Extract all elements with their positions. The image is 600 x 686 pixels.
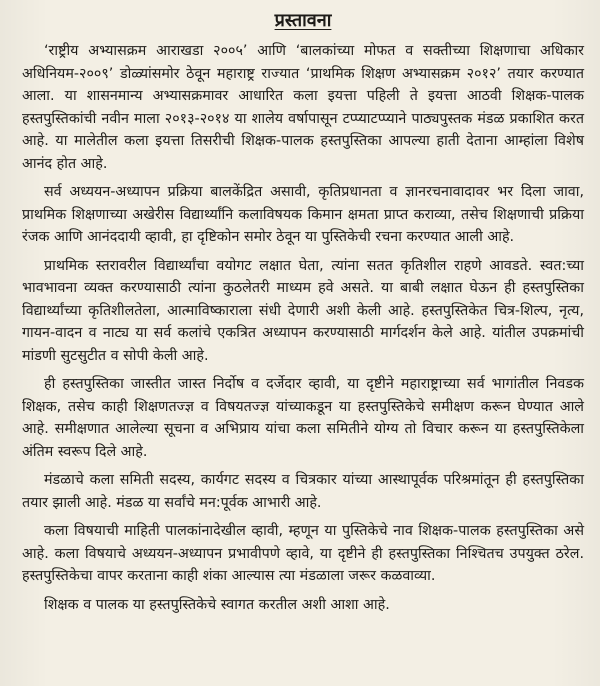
paragraph-intro: ‘राष्ट्रीय अभ्यासक्रम आराखडा २००५’ आणि ‘बालकांच्या मोफत व सक्तीच्या शिक्षणाचा अधिकार अधिनियम-२००९’ डोळ्यांसमोर ठेवून महाराष्ट्र राज्यात ‘प्राथमिक शिक्षण अभ्यासक्रम २०१२’ तयार करण्यात आला. या शासनमान्य अभ्यासक्रमावर आधारित कला इयत्ता पहिली ते इयत्ता आठवी शिक्षक-पालक हस्तपुस्तिकांची नवीन माला २०१३-२०१४ या शालेय वर्षापासून टप्प्याटप्प्याने पाठ्यपुस्तक मंडळ प्रकाशित करत आहे. या मालेतील कला इयत्ता तिसरीची शिक्षक-पालक हस्तपुस्तिका आपल्या हाती देताना आम्हांला विशेष आनंद होत आहे.: [22, 43, 584, 172]
paragraph-parents-guidance: कला विषयाची माहिती पालकांनादेखील व्हावी, म्हणून या पुस्तिकेचे नाव शिक्षक-पालक हस्तपुस्तिका असे आहे. कला विषयाचे अध्ययन-अध्यापन प्रभावीपणे व्हावे, या दृष्टीने ही हस्तपुस्तिका निश्चितच उपयुक्त ठरेल. हस्तपुस्तिकेचा वापर करताना काही शंका आल्यास त्या मंडळाला जरूर कळवाव्या.: [22, 523, 584, 584]
paragraph-approach: सर्व अध्ययन-अध्यापन प्रक्रिया बालकेंद्रित असावी, कृतिप्रधानता व ज्ञानरचनावादावर भर दिला जावा, प्राथमिक शिक्षणाच्या अखेरीस विद्यार्थ्यांनि कलाविषयक किमान क्षमता प्राप्त कराव्या, तसेच शिक्षणाची प्रक्रिया रंजक आणि आनंददायी व्हावी, हा दृष्टिकोन समोर ठेवून या पुस्तिकेची रचना करण्यात आली आहे.: [22, 184, 584, 245]
paragraph-review: ही हस्तपुस्तिका जास्तीत जास्त निर्दोष व दर्जेदार व्हावी, या दृष्टीने महाराष्ट्राच्या सर्व भागांतील निवडक शिक्षक, तसेच काही शिक्षणतज्ज्ञ व विषयतज्ज्ञ यांच्याकडून या हस्तपुस्तिकेचे समीक्षण करून घेण्यात आले आहे. समीक्षणात आलेल्या सूचना व अभिप्राय यांचा कला समितीने योग्य तो विचार करून या हस्तपुस्तिकेला अंतिम स्वरूप दिले आहे.: [22, 376, 584, 460]
paragraph-closing: शिक्षक व पालक या हस्तपुस्तिकेचे स्वागत करतील अशी आशा आहे.: [44, 596, 390, 613]
paragraph-student-age-group: प्राथमिक स्तरावरील विद्यार्थ्यांचा वयोगट लक्षात घेता, त्यांना सतत कृतिशील राहणे आवडते. स्वत:च्या भावभावना व्यक्त करण्यासाठी त्यांना कुठलेतरी माध्यम हवे असते. या बाबी लक्षात घेऊन ही हस्तपुस्तिका विद्यार्थ्यांच्या कृतिशीलतेला, आत्माविष्काराला संधी देणारी अशी केली आहे. हस्तपुस्तिकेत चित्र-शिल्प, नृत्य, गायन-वादन व नाट्य या सर्व कलांचे एकत्रित अध्यापन करण्यासाठी मार्गदर्शन केले आहे. यांतील उपक्रमांची मांडणी सुटसुटीत व सोपी केली आहे.: [22, 257, 584, 364]
paragraph-acknowledgement: मंडळाचे कला समिती सदस्य, कार्यगट सदस्य व चित्रकार यांच्या आस्थापूर्वक परिश्रमांतून ही हस्तपुस्तिका तयार झाली आहे. मंडळ या सर्वांचे मन:पूर्वक आभारी आहे.: [22, 472, 584, 511]
document-title: प्रस्तावना: [274, 10, 332, 31]
